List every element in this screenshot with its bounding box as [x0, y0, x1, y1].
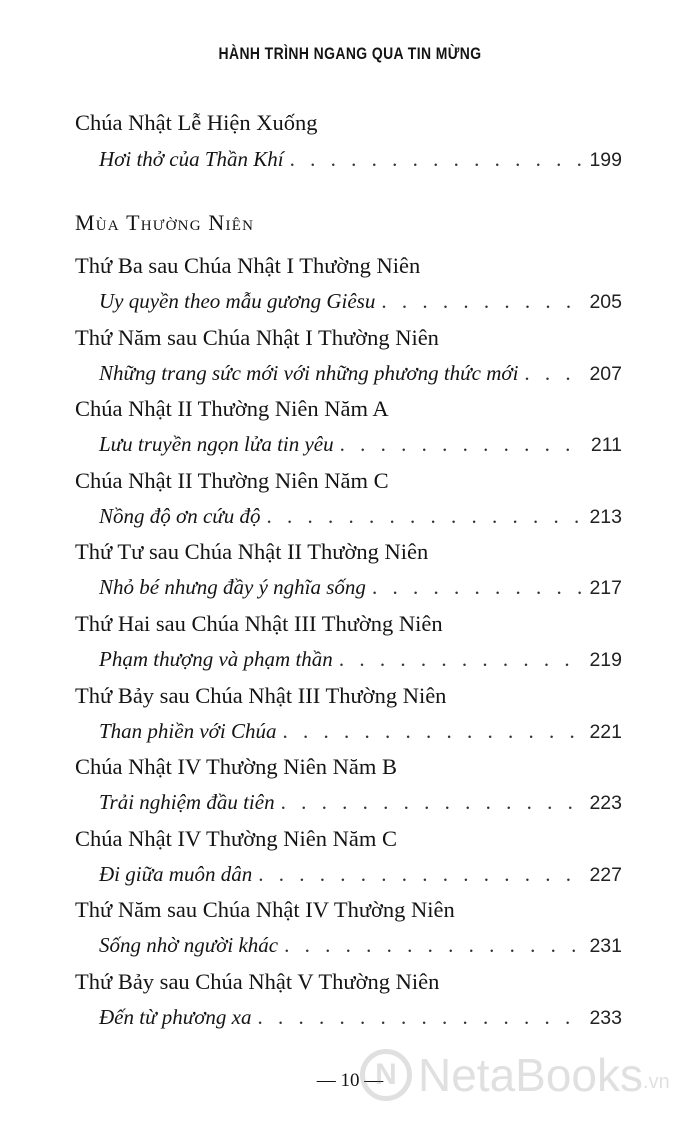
toc-entry-subtitle-row [99, 289, 622, 314]
dot-leader [284, 933, 583, 958]
dot-leader [524, 361, 583, 386]
dot-leader [290, 147, 584, 172]
toc-entry-subtitle: Phạm thượng và phạm thần [99, 647, 333, 671]
toc-entry-title: Thứ Tư sau Chúa Nhật II Thường Niên [75, 539, 429, 565]
dot-leader [281, 790, 584, 815]
toc-entry-subtitle-row [99, 790, 622, 815]
toc-entry-title: Thứ Ba sau Chúa Nhật I Thường Niên [75, 253, 421, 278]
toc-entry-subtitle: Những trang sức mới với những phương thức mới [99, 360, 519, 385]
toc-entry-subtitle: Lưu truyền ngọn lửa tin yêu [99, 432, 334, 457]
toc-entry-subtitle-row [99, 361, 622, 386]
toc-entry-title: Chúa Nhật IV Thường Niên Năm B [75, 754, 397, 780]
dot-leader [381, 289, 583, 314]
toc-entry-title: Thứ Bảy sau Chúa Nhật V Thường Niên [75, 969, 440, 994]
toc-page-number: 219 [589, 649, 622, 671]
watermark-suffix: .vn [643, 1071, 670, 1093]
toc-entry-subtitle-row [99, 647, 622, 672]
dot-leader [339, 647, 584, 672]
dot-leader [258, 862, 583, 887]
toc-entry-subtitle: Đi giữa muôn dân [99, 861, 253, 886]
watermark [360, 1048, 670, 1102]
toc-entry-subtitle: Đến từ phương xa [99, 1005, 252, 1029]
dot-leader [282, 719, 583, 744]
toc-entry-subtitle: Hơi thở của Thần Khí [99, 147, 284, 171]
toc-entry-title: Thứ Hai sau Chúa Nhật III Thường Niên [75, 611, 443, 636]
toc-entry-subtitle: Nhỏ bé nhưng đầy ý nghĩa sống [99, 575, 366, 600]
toc-page-number: 205 [589, 291, 622, 313]
toc-page-number: 213 [589, 505, 622, 528]
watermark-brand: NetaBooks [418, 1049, 644, 1101]
toc-entry-subtitle: Uy quyền theo mẫu gương Giêsu [99, 289, 376, 313]
toc-entry-title: Chúa Nhật II Thường Niên Năm A [75, 396, 389, 422]
toc-entry-subtitle-row [99, 504, 622, 529]
section-heading: Mùa Thường Niên [75, 210, 255, 235]
toc-entry-subtitle-row [99, 432, 622, 457]
toc-page-number: 233 [589, 1007, 622, 1029]
toc-entry-subtitle-row [99, 1005, 622, 1030]
running-title: HÀNH TRÌNH NGANG QUA TIN MỪNG [218, 44, 482, 63]
toc-page-number: 199 [589, 149, 622, 171]
toc-entry-subtitle-row [99, 147, 622, 172]
toc-entry-subtitle-row [99, 933, 622, 958]
page-number-footer: — 10 — [316, 1070, 384, 1091]
toc-page-number: 217 [589, 577, 622, 600]
toc-page-number: 223 [589, 792, 622, 815]
toc-entry-subtitle: Trải nghiệm đầu tiên [99, 790, 275, 815]
toc-page-number: 221 [589, 720, 622, 743]
toc-entry-subtitle-row [99, 575, 622, 600]
toc-page-number: 211 [590, 434, 622, 457]
toc-entry-subtitle: Than phiền với Chúa [99, 718, 277, 743]
toc-entry-subtitle-row [99, 719, 622, 744]
toc-entry-title: Thứ Năm sau Chúa Nhật IV Thường Niên [75, 897, 455, 923]
dot-leader [372, 575, 584, 600]
toc-entry-title: Thứ Năm sau Chúa Nhật I Thường Niên [75, 324, 439, 350]
netabooks-logo-icon: N [360, 1049, 412, 1101]
dot-leader [258, 1005, 584, 1030]
toc-entry-subtitle: Sống nhờ người khác [99, 933, 279, 958]
toc-entry-title: Chúa Nhật II Thường Niên Năm C [75, 467, 389, 493]
toc-page-number: 207 [589, 362, 622, 385]
dot-leader [340, 432, 585, 457]
toc-entry-title: Chúa Nhật IV Thường Niên Năm C [75, 825, 397, 851]
toc-entry-title: Thứ Bảy sau Chúa Nhật III Thường Niên [75, 682, 447, 708]
toc-entry-title: Chúa Nhật Lễ Hiện Xuống [75, 110, 318, 135]
toc-entry-subtitle: Nồng độ ơn cứu độ [99, 503, 261, 528]
dot-leader [267, 504, 584, 529]
toc-page-number: 231 [589, 935, 622, 958]
toc-entry-subtitle-row [99, 862, 622, 887]
toc-page-number: 227 [589, 863, 622, 886]
